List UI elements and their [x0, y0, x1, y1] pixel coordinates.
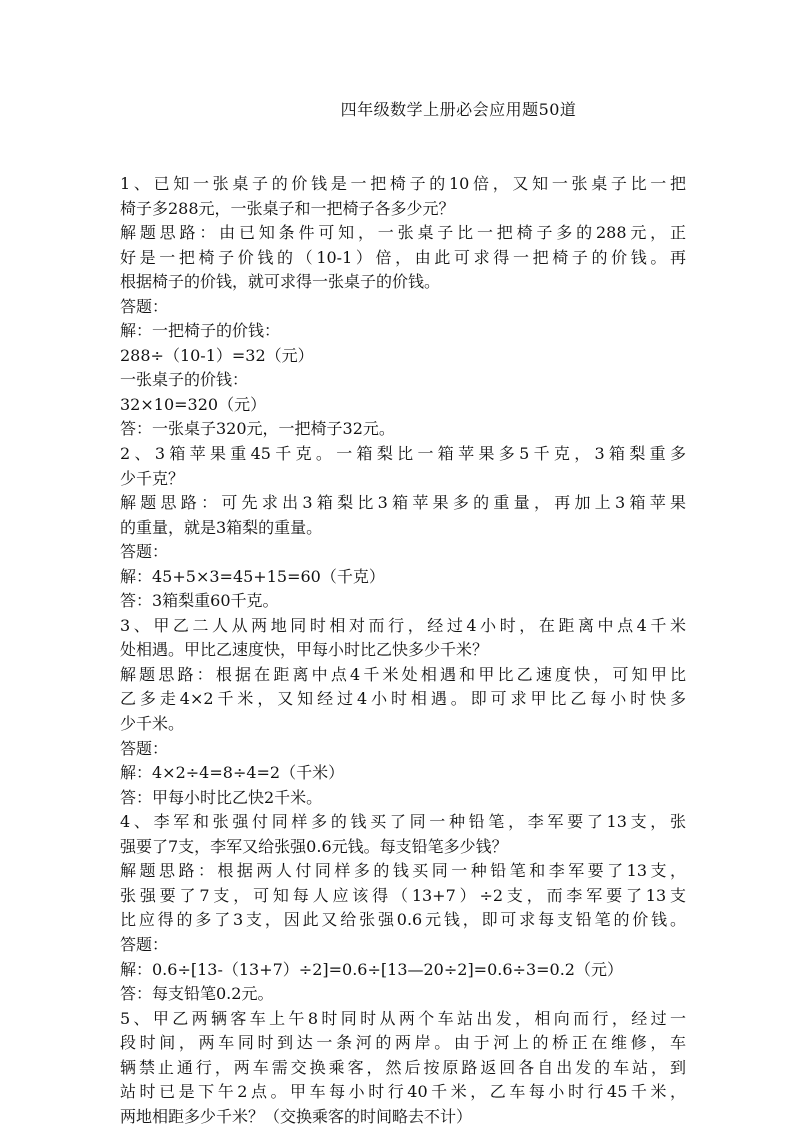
text-line: 解：4×2÷4=8÷4=2（千米）: [120, 763, 345, 783]
text-line: 3、甲乙二人从两地同时相对而行，经过4小时，在距离中点4千米: [120, 615, 686, 635]
text-line: 站时已是下午2点。甲车每小时行40千米，乙车每小时行45千米，: [120, 1082, 686, 1102]
document-title: 四年级数学上册必会应用题50道: [340, 100, 577, 119]
text-line: 的重量，就是3箱梨的重量。: [120, 517, 323, 537]
text-line: 2、3箱苹果重45千克。一箱梨比一箱苹果多5千克，3箱梨重多: [120, 444, 686, 464]
text-line: 解：0.6÷[13-（13+7）÷2]=0.6÷[13—20÷2]=0.6÷3=0.2（元）: [120, 959, 623, 979]
text-line: 答：3箱梨重60千克。: [120, 591, 279, 611]
text-line: 比应得的多了3支，因此又给张强0.6元钱，即可求每支铅笔的价钱。: [120, 910, 686, 930]
text-line: 1、已知一张桌子的价钱是一把椅子的10倍，又知一张桌子比一把: [120, 174, 686, 193]
text-line: 少千米。: [120, 714, 185, 734]
text-line: 5、甲乙两辆客车上午8时同时从两个车站出发，相向而行，经过一: [120, 1008, 686, 1028]
text-line: 乙多走4×2千米，又知经过4小时相遇。即可求甲比乙每小时快多: [120, 689, 686, 709]
text-line: 少千克？: [120, 468, 185, 488]
text-line: 答：每支铅笔0.2元。: [120, 984, 274, 1004]
text-line: 好是一把椅子价钱的（10-1）倍，由此可求得一把椅子的价钱。再: [120, 247, 686, 267]
text-line: 张强要了7支，可知每人应该得（13+7）÷2支，而李军要了13支: [120, 885, 686, 905]
text-line: 解题思路：根据在距离中点4千米处相遇和甲比乙速度快，可知甲比: [120, 664, 686, 684]
text-line: 288÷（10-1）=32（元）: [120, 345, 314, 365]
document-body: [120, 172, 686, 1129]
text-line: 一张桌子的价钱：: [120, 370, 249, 390]
text-line: 解题思路：由已知条件可知，一张桌子比一把椅子多的288元，正: [120, 223, 686, 243]
text-line: 辆禁止通行，两车需交换乘客，然后按原路返回各自出发的车站，到: [120, 1057, 686, 1077]
text-line: 两地相距多少千米？（交换乘客的时间略去不计）: [120, 1106, 473, 1126]
text-line: 答：一张桌子320元，一把椅子32元。: [120, 419, 395, 439]
text-line: 根据椅子的价钱，就可求得一张桌子的价钱。: [120, 272, 441, 292]
text-line: 解：一把椅子的价钱：: [120, 321, 281, 341]
text-line: 处相遇。甲比乙速度快，甲每小时比乙快多少千米？: [120, 640, 489, 660]
text-line: 答题：: [120, 542, 169, 562]
text-line: 答：甲每小时比乙快2千米。: [120, 787, 323, 807]
text-line: 段时间，两车同时到达一条河的两岸。由于河上的桥正在维修，车: [120, 1033, 686, 1053]
text-line: 答题：: [120, 738, 169, 758]
text-line: 解：45+5×3=45+15=60（千克）: [120, 566, 385, 586]
text-line: 答题：: [120, 296, 169, 316]
text-line: 答题：: [120, 934, 169, 954]
text-line: 解题思路：可先求出3箱梨比3箱苹果多的重量，再加上3箱苹果: [120, 493, 686, 513]
text-line: 32×10=320（元）: [120, 394, 267, 414]
text-line: 强要了7支，李军又给张强0.6元钱。每支铅笔多少钱？: [120, 836, 508, 856]
text-line: 4、李军和张强付同样多的钱买了同一种铅笔，李军要了13支，张: [120, 812, 686, 832]
text-line: 解题思路：根据两人付同样多的钱买同一种铅笔和李军要了13支，: [120, 861, 686, 881]
text-line: 椅子多288元，一张桌子和一把椅子各多少元？: [120, 198, 455, 218]
